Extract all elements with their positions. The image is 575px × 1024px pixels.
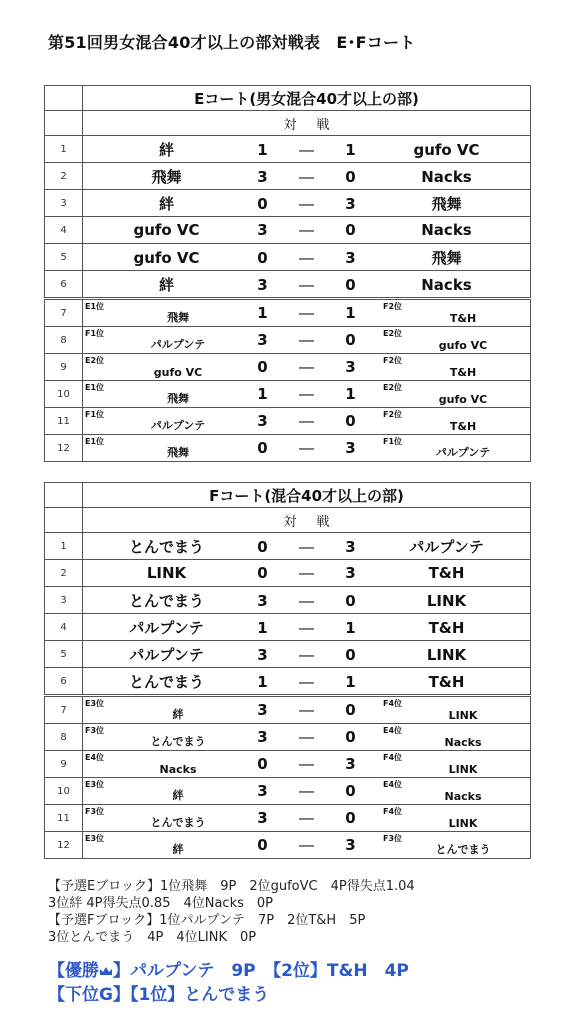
match-cell [83,327,531,354]
home-team: 飛舞 [167,392,189,405]
away-team: LINK [426,645,467,664]
match-cell [83,614,531,641]
match-cell [83,136,531,163]
away-team: gufo VC [438,393,488,406]
lower-group-line: 【下位G】【1位】とんでまう [48,985,270,1005]
match-row [45,217,531,244]
placement-match-row [45,435,531,462]
placement-match-row [45,381,531,408]
match-cell [83,696,531,724]
away-score: 3 [345,564,356,582]
match-number: 1 [45,136,83,163]
match-number: 12 [45,435,83,462]
away-team: Nacks [421,167,472,186]
placement-match-row [45,724,531,751]
match-cell [83,163,531,190]
score-dash: ― [299,140,314,159]
home-team: パルプンテ [150,338,206,351]
match-number: 4 [45,614,83,641]
score-dash: ― [299,385,314,403]
home-team: gufo VC [133,221,200,239]
match-row [45,587,531,614]
score-dash: ― [299,439,314,457]
match-cell [83,435,531,462]
home-seed: E3位 [85,699,105,708]
placement-match-row [45,805,531,832]
score-dash: ― [299,645,314,664]
away-seed: E2位 [383,383,403,392]
home-team: 絆 [158,140,174,159]
match-row [45,641,531,668]
away-team: とんでまう [435,843,491,856]
home-score: 0 [257,439,268,457]
home-team: 飛舞 [167,446,189,459]
home-score: 0 [257,358,268,376]
match-row [45,190,531,217]
away-score: 0 [345,167,356,186]
match-cell [83,751,531,778]
home-team: 絆 [172,789,184,802]
home-score: 3 [257,412,268,430]
match-number: 12 [45,832,83,859]
away-seed: E4位 [383,726,403,735]
home-team: Nacks [159,763,197,776]
home-team: 絆 [172,843,184,856]
row-number-cell [45,508,83,533]
score-dash: ― [299,275,314,294]
away-team: T&H [428,564,465,582]
away-team: LINK [448,763,478,776]
match-cell [83,778,531,805]
home-seed: F3位 [85,807,105,816]
match-cell [83,560,531,587]
match-number: 6 [45,271,83,299]
row-number-cell [45,86,83,111]
match-row [45,560,531,587]
home-team: 絆 [172,708,184,721]
home-score: 1 [257,672,268,691]
home-score: 1 [257,140,268,159]
champion-text: 】パルプンテ 9P 【2位】T&H 4P [113,961,409,981]
page-title: 第51回男女混合40才以上の部対戦表 E･Fコート [48,33,416,52]
match-row [45,668,531,696]
match-cell [83,805,531,832]
match-cell [83,668,531,696]
home-score: 3 [257,645,268,664]
score-dash: ― [299,591,314,610]
score-dash: ― [299,672,314,691]
match-row [45,163,531,190]
placement-match-row [45,408,531,435]
away-score: 1 [345,618,356,637]
match-cell [83,354,531,381]
match-cell [83,217,531,244]
match-number: 9 [45,354,83,381]
home-score: 3 [257,728,268,746]
away-team: パルプンテ [409,537,484,556]
match-number: 10 [45,381,83,408]
e-court-table [44,85,531,462]
match-number: 9 [45,751,83,778]
away-seed: F2位 [383,302,403,311]
match-cell [83,271,531,299]
match-row [45,533,531,560]
row-number-cell [45,111,83,136]
away-team: 飛舞 [431,248,462,267]
away-seed: F4位 [383,807,403,816]
away-score: 0 [345,645,356,664]
away-team: T&H [449,312,477,325]
away-seed: F2位 [383,410,403,419]
court-header-row [45,86,531,111]
match-number: 7 [45,696,83,724]
match-cell [83,533,531,560]
placement-match-row [45,327,531,354]
away-score: 3 [345,248,356,267]
away-team: T&H [428,672,465,691]
taisen-label: 対戦 [83,508,531,533]
match-number: 3 [45,190,83,217]
score-dash: ― [299,331,314,349]
match-cell [83,832,531,859]
away-team: gufo VC [413,140,480,159]
court-header: Eコート(男女混合40才以上の部) [83,86,531,111]
home-score: 3 [257,809,268,827]
home-team: とんでまう [150,816,206,829]
away-score: 0 [345,412,356,430]
match-cell [83,408,531,435]
home-score: 1 [257,304,268,322]
court-header-row [45,483,531,508]
home-score: 3 [257,591,268,610]
score-dash: ― [299,412,314,430]
home-seed: E3位 [85,780,105,789]
score-dash: ― [299,194,314,213]
match-cell [83,587,531,614]
match-cell [83,299,531,327]
summary-line: 3位絆 4P得失点0.85 4位Nacks 0P [48,896,273,911]
match-row [45,614,531,641]
away-team: パルプンテ [435,446,491,459]
summary-line: 【予選Fブロック】1位パルプンテ 7P 2位T&H 5P [48,913,366,928]
away-score: 3 [345,537,356,556]
match-number: 8 [45,724,83,751]
home-seed: E2位 [85,356,105,365]
taisen-row [45,508,531,533]
match-number: 5 [45,641,83,668]
score-dash: ― [299,728,314,746]
home-score: 0 [257,564,268,582]
away-score: 3 [345,836,356,854]
row-number-cell [45,483,83,508]
home-seed: F1位 [85,329,105,338]
home-team: パルプンテ [129,645,204,664]
home-score: 0 [257,537,268,556]
taisen-label: 対戦 [83,111,531,136]
away-seed: F1位 [383,437,403,446]
match-cell [83,190,531,217]
away-score: 3 [345,194,356,213]
score-dash: ― [299,221,314,239]
away-score: 0 [345,701,356,719]
away-seed: F3位 [383,834,403,843]
home-score: 0 [257,755,268,773]
away-score: 0 [345,782,356,800]
home-team: パルプンテ [150,419,206,432]
taisen-row [45,111,531,136]
away-score: 1 [345,140,356,159]
score-dash: ― [299,564,314,582]
score-dash: ― [299,304,314,322]
match-number: 8 [45,327,83,354]
home-score: 3 [257,782,268,800]
match-number: 3 [45,587,83,614]
home-score: 3 [257,221,268,239]
home-score: 3 [257,167,268,186]
away-seed: E4位 [383,780,403,789]
match-number: 1 [45,533,83,560]
away-seed: E2位 [383,329,403,338]
away-score: 3 [345,755,356,773]
home-team: gufo VC [133,248,200,267]
match-row [45,271,531,299]
home-score: 1 [257,385,268,403]
away-score: 0 [345,728,356,746]
score-dash: ― [299,537,314,556]
placement-match-row [45,299,531,327]
away-team: Nacks [444,736,482,749]
home-score: 3 [257,701,268,719]
score-dash: ― [299,248,314,267]
crown-icon [99,966,113,976]
match-number: 7 [45,299,83,327]
away-seed: F4位 [383,753,403,762]
home-score: 1 [257,618,268,637]
home-team: 飛舞 [151,167,182,186]
away-team: T&H [449,366,477,379]
score-dash: ― [299,809,314,827]
match-number: 11 [45,408,83,435]
home-score: 0 [257,248,268,267]
summary-line: 3位とんでまう 4P 4位LINK 0P [48,930,257,945]
score-dash: ― [299,618,314,637]
home-team: とんでまう [128,672,204,691]
away-team: LINK [448,709,478,722]
home-score: 0 [257,194,268,213]
home-seed: F3位 [85,726,105,735]
placement-match-row [45,832,531,859]
champion-label: 【優勝 [48,961,99,981]
away-team: T&H [428,618,465,637]
match-number: 6 [45,668,83,696]
court-header: Fコート(混合40才以上の部) [83,483,531,508]
placement-match-row [45,696,531,724]
match-row [45,136,531,163]
qualifying-summary [48,878,415,946]
home-seed: F1位 [85,410,105,419]
away-team: LINK [448,817,478,830]
home-seed: E4位 [85,753,105,762]
match-number: 11 [45,805,83,832]
match-cell [83,641,531,668]
away-score: 1 [345,385,356,403]
placement-match-row [45,354,531,381]
match-cell [83,244,531,271]
placement-match-row [45,751,531,778]
home-seed: E1位 [85,437,105,446]
score-dash: ― [299,836,314,854]
away-seed: F4位 [383,699,403,708]
score-dash: ― [299,167,314,186]
home-team: とんでまう [128,591,204,610]
f-court-table [44,482,531,859]
away-team: 飛舞 [431,194,462,213]
home-seed: E1位 [85,383,105,392]
away-score: 0 [345,275,356,294]
home-team: とんでまう [150,735,206,748]
away-team: Nacks [444,790,482,803]
score-dash: ― [299,782,314,800]
summary-line: 【予選Eブロック】1位飛舞 9P 2位gufoVC 4P得失点1.04 [48,879,415,894]
away-team: T&H [449,420,477,433]
away-score: 0 [345,809,356,827]
match-cell [83,724,531,751]
away-score: 0 [345,221,356,239]
match-number: 4 [45,217,83,244]
away-score: 3 [345,358,356,376]
home-team: とんでまう [128,537,204,556]
match-number: 10 [45,778,83,805]
match-row [45,244,531,271]
away-team: gufo VC [438,339,488,352]
home-team: 飛舞 [167,311,189,324]
match-number: 2 [45,560,83,587]
away-score: 3 [345,439,356,457]
score-dash: ― [299,358,314,376]
match-number: 5 [45,244,83,271]
away-team: Nacks [421,221,472,239]
away-team: LINK [426,591,467,610]
score-dash: ― [299,755,314,773]
home-team: パルプンテ [129,618,204,637]
home-score: 0 [257,836,268,854]
home-team: 絆 [158,275,174,294]
match-cell [83,381,531,408]
home-score: 3 [257,331,268,349]
away-score: 1 [345,304,356,322]
away-score: 0 [345,331,356,349]
away-score: 1 [345,672,356,691]
home-team: 絆 [158,194,174,213]
champion-line [48,956,409,981]
score-dash: ― [299,701,314,719]
home-score: 3 [257,275,268,294]
match-number: 2 [45,163,83,190]
home-team: gufo VC [153,366,203,379]
away-team: Nacks [421,275,472,294]
home-seed: E1位 [85,302,105,311]
away-seed: F2位 [383,356,403,365]
home-seed: E3位 [85,834,105,843]
home-team: LINK [146,564,187,582]
away-score: 0 [345,591,356,610]
placement-match-row [45,778,531,805]
